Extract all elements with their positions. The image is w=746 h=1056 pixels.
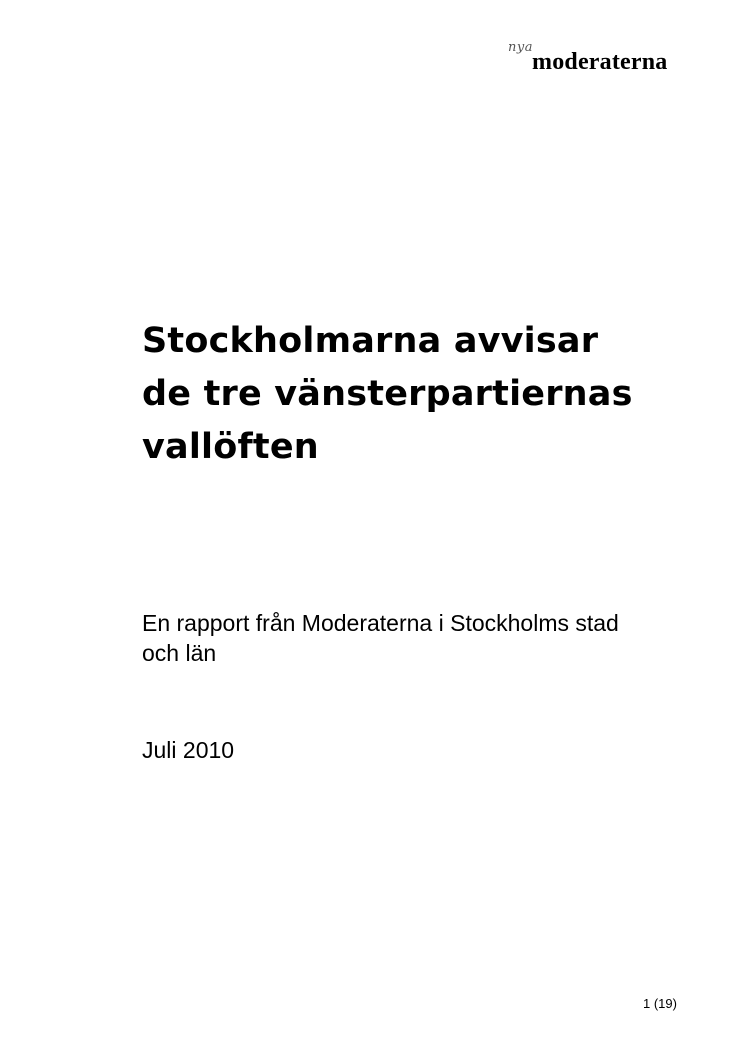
document-subtitle [142,608,682,668]
subtitle-line: och län [142,640,217,666]
title-line: Stockholmarna avvisar [142,321,599,361]
title-line: vallöften [142,427,319,467]
document-date: Juli 2010 [142,737,235,763]
logo-wordmark: moderaterna [532,49,668,75]
logo-prefix: nya [508,40,533,55]
document-title [142,315,702,474]
subtitle-line: En rapport från Moderaterna i Stockholms stad [142,610,619,636]
page-number: 1 (19) [643,996,677,1011]
moderaterna-logo [500,40,710,80]
title-line: de tre vänsterpartiernas [142,374,633,414]
